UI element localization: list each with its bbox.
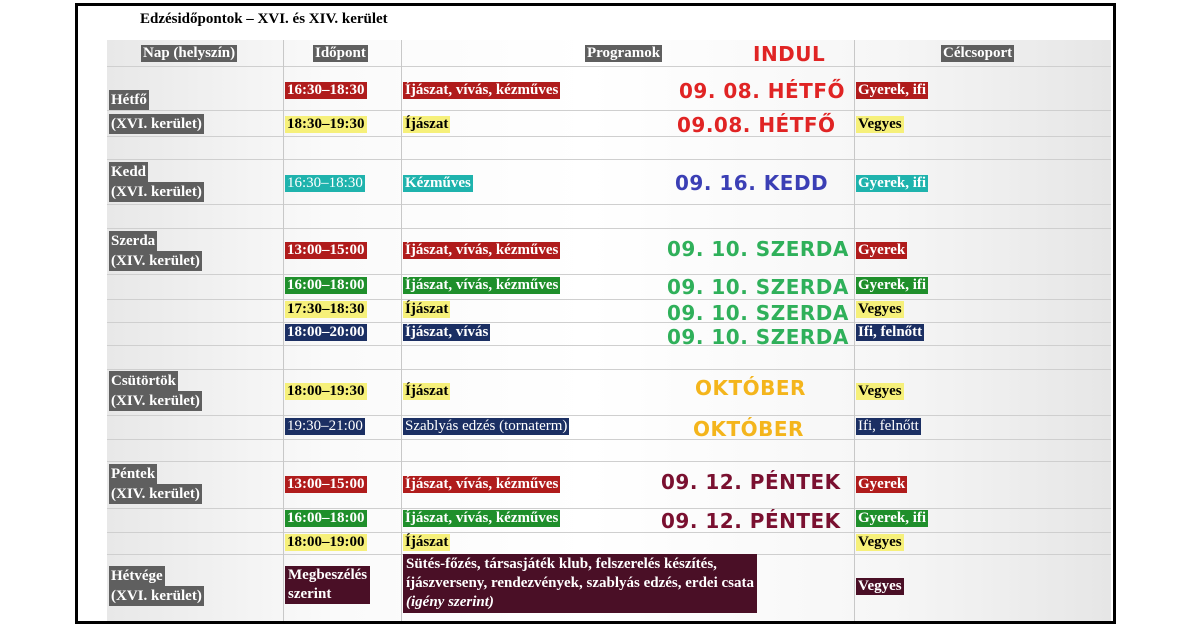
target-cell: Vegyes [858,534,902,550]
day-name: Kedd [111,164,147,180]
grid-line [107,415,1111,416]
time-cell: 19:30–21:00 [287,418,363,434]
page-title: Edzésidőpontok – XVI. és XIV. kerület [140,11,388,27]
target-cell: Gyerek, ifi [858,175,927,191]
program-cell: Kézműves [405,175,471,191]
annotation-hetfo: 09.08. HÉTFŐ [677,113,836,137]
grid-line [107,439,1111,440]
target-cell: Ifi, felnőtt [858,324,923,340]
grid-line [107,136,1111,137]
grid-line [107,345,1111,346]
annotation-hetfo: 09. 08. HÉTFŐ [679,79,845,103]
annotation-pentek: 09. 12. PÉNTEK [661,470,841,494]
annotation-pentek: 09. 12. PÉNTEK [661,509,841,533]
grid-line [854,40,855,623]
weekend-program-cell [403,554,757,613]
day-place: (XIV. kerület) [111,393,200,409]
time-cell: 16:00–18:00 [287,277,365,293]
program-cell: Íjászat [405,301,449,317]
time-cell: 17:30–18:30 [287,301,365,317]
weekend-time-line1: Megbeszélés [288,567,368,583]
weekend-time-line2: szerint [288,586,332,602]
day-place: (XVI. kerület) [111,588,202,604]
grid-line [107,204,1111,205]
time-cell: 18:00–19:30 [287,383,365,399]
day-thursday [109,371,202,411]
program-cell: Szablyás edzés (tornaterm) [405,418,568,434]
target-cell: Gyerek, ifi [858,277,927,293]
weekend-program-line1: Sütés-főzés, társasjáték klub, felszerelés készítés, [406,556,717,572]
program-cell: Íjászat [405,383,449,399]
header-programs: Programok [587,45,661,61]
grid-line [107,532,1111,533]
grid-line [107,159,1111,160]
header-day: Nap (helyszín) [143,45,236,61]
annotation-kedd: 09. 16. KEDD [675,171,829,195]
annotation-oktober: OKTÓBER [695,376,806,400]
grid-line [107,66,1111,67]
program-cell: Íjászat, vívás, kézműves [405,242,559,258]
target-cell: Gyerek, ifi [858,82,927,98]
grid-line [107,508,1111,509]
day-name: Szerda [111,233,156,249]
grid-line [401,40,402,623]
program-cell: Íjászat, vívás, kézműves [405,510,559,526]
time-cell: 18:30–19:30 [287,116,365,132]
weekend-target-cell: Vegyes [858,578,902,594]
weekend-time-cell [285,566,370,604]
weekend-program-line3: (igény szerint) [406,594,494,610]
target-cell: Vegyes [858,383,902,399]
program-cell: Íjászat, vívás [405,324,489,340]
day-name: Csütörtök [111,373,177,389]
day-tuesday [109,162,204,202]
grid-line [107,228,1111,229]
grid-line [107,274,1111,275]
header-target: Célcsoport [943,45,1013,61]
header-time: Időpont [315,45,366,61]
grid-line [107,322,1111,323]
schedule-frame [75,3,1116,624]
target-cell: Gyerek, ifi [858,510,927,526]
grid-line [107,369,1111,370]
day-name: Péntek [111,466,156,482]
target-cell: Gyerek [858,476,906,492]
program-cell: Íjászat [405,116,449,132]
day-place: (XIV. kerület) [111,486,200,502]
grid-line [283,40,284,623]
annotation-szerda: 09. 10. SZERDA [667,301,849,325]
annotation-oktober: OKTÓBER [693,417,804,441]
time-cell: 18:00–20:00 [287,324,365,340]
time-cell: 16:30–18:30 [287,175,363,191]
time-cell: 16:30–18:30 [287,82,365,98]
day-friday [109,464,202,504]
time-cell: 18:00–19:00 [287,534,365,550]
day-weekend [109,566,204,606]
annotation-szerda: 09. 10. SZERDA [667,237,849,261]
program-cell: Íjászat [405,534,449,550]
program-cell: Íjászat, vívás, kézműves [405,476,559,492]
target-cell: Vegyes [858,301,902,317]
day-place: (XVI. kerület) [111,184,202,200]
schedule-table [107,40,1111,623]
target-cell: Gyerek [858,242,906,258]
program-cell: Íjászat, vívás, kézműves [405,277,559,293]
target-cell: Vegyes [858,116,902,132]
annotation-szerda: 09. 10. SZERDA [667,325,849,349]
time-cell: 16:00–18:00 [287,510,365,526]
annotation-szerda: 09. 10. SZERDA [667,275,849,299]
grid-line [107,110,1111,111]
grid-line [107,299,1111,300]
target-cell: Ifi, felnőtt [858,418,919,434]
day-place: (XVI. kerület) [111,116,202,132]
day-monday [109,90,204,134]
grid-line [107,461,1111,462]
day-wednesday [109,231,202,271]
annotation-indul: INDUL [753,42,826,66]
time-cell: 13:00–15:00 [287,242,365,258]
program-cell: Íjászat, vívás, kézműves [405,82,559,98]
day-name: Hétfő [111,92,147,108]
time-cell: 13:00–15:00 [287,476,365,492]
day-place: (XIV. kerület) [111,253,200,269]
day-name: Hétvége [111,568,163,584]
weekend-program-line2: íjászverseny, rendezvények, szablyás edzés, erdei csata [406,575,754,591]
